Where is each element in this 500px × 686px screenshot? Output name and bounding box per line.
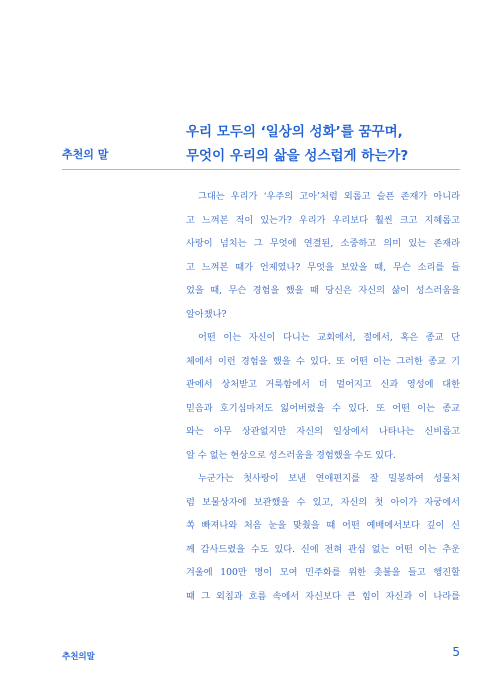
section-label: 추천의 말 [62,148,109,161]
footer-section-label: 추천의말 [62,652,95,662]
page-number: 5 [452,645,460,659]
body-line: 체에서 이런 경험을 했을 수 있다. 또 어떤 이는 그러한 종교 기 [186,355,460,367]
body-line: 께 감사드렸을 수도 있다. 신에 전혀 관심 없는 어떤 이는 추운 [186,543,460,555]
headline [186,120,446,168]
headline-line-1: 우리 모두의 ‘일상의 성화’를 꿈꾸며, [186,124,403,140]
body-line: 알아챘나? [186,308,227,320]
body-line: 사랑이 넘치는 그 무엇에 연결된, 소중하고 의미 있는 존재라 [186,238,460,249]
body-text [186,185,460,608]
section-divider [62,169,460,170]
body-line: 고 느껴본 적이 있는가? 우리가 우리보다 훨씬 크고 지혜롭고 [186,214,460,226]
body-line: 와는 아무 상관없지만 자신의 일상에서 나타나는 신비롭고 [186,426,460,437]
body-line: 그대는 우리가 ‘우주의 고아’처럼 외롭고 슬픈 존재가 아니라 [198,191,460,202]
body-line: 알 수 없는 현상으로 성스러움을 경험했을 수도 있다. [186,449,396,461]
headline-line-2: 무엇이 우리의 삶을 성스럽게 하는가? [186,148,409,164]
body-line: 믿음과 호기심마저도 잃어버렸을 수 있다. 또 어떤 이는 종교 [186,402,460,414]
body-line: 었을 때, 무슨 경험을 했을 때 당신은 자신의 삶이 성스러움을 [186,285,460,296]
body-line: 쏙 빠져나와 처음 눈을 맞췄을 때 어떤 예배에서보다 깊이 신 [186,520,460,531]
body-line: 럼 보물상자에 보관했을 수 있고, 자신의 첫 아이가 자궁에서 [186,496,460,508]
body-line: 고 느껴본 때가 언제였나? 무엇을 보았을 때, 무슨 소리를 들 [186,261,460,273]
body-line: 누군가는 첫사랑이 보낸 연애편지를 잘 밀봉하여 성물처 [198,473,460,484]
body-line: 어떤 이는 자신이 다니는 교회에서, 절에서, 혹은 종교 단 [198,332,460,343]
body-line: 때 그 외침과 흐름 속에서 자신보다 큰 힘이 자신과 이 나라를 [186,590,460,602]
body-line: 겨울에 100만 명이 모여 민주화를 위한 촛불을 들고 행진할 [186,567,460,578]
body-line: 관에서 상처받고 거룩함에서 더 멀어지고 신과 영성에 대한 [186,379,460,390]
